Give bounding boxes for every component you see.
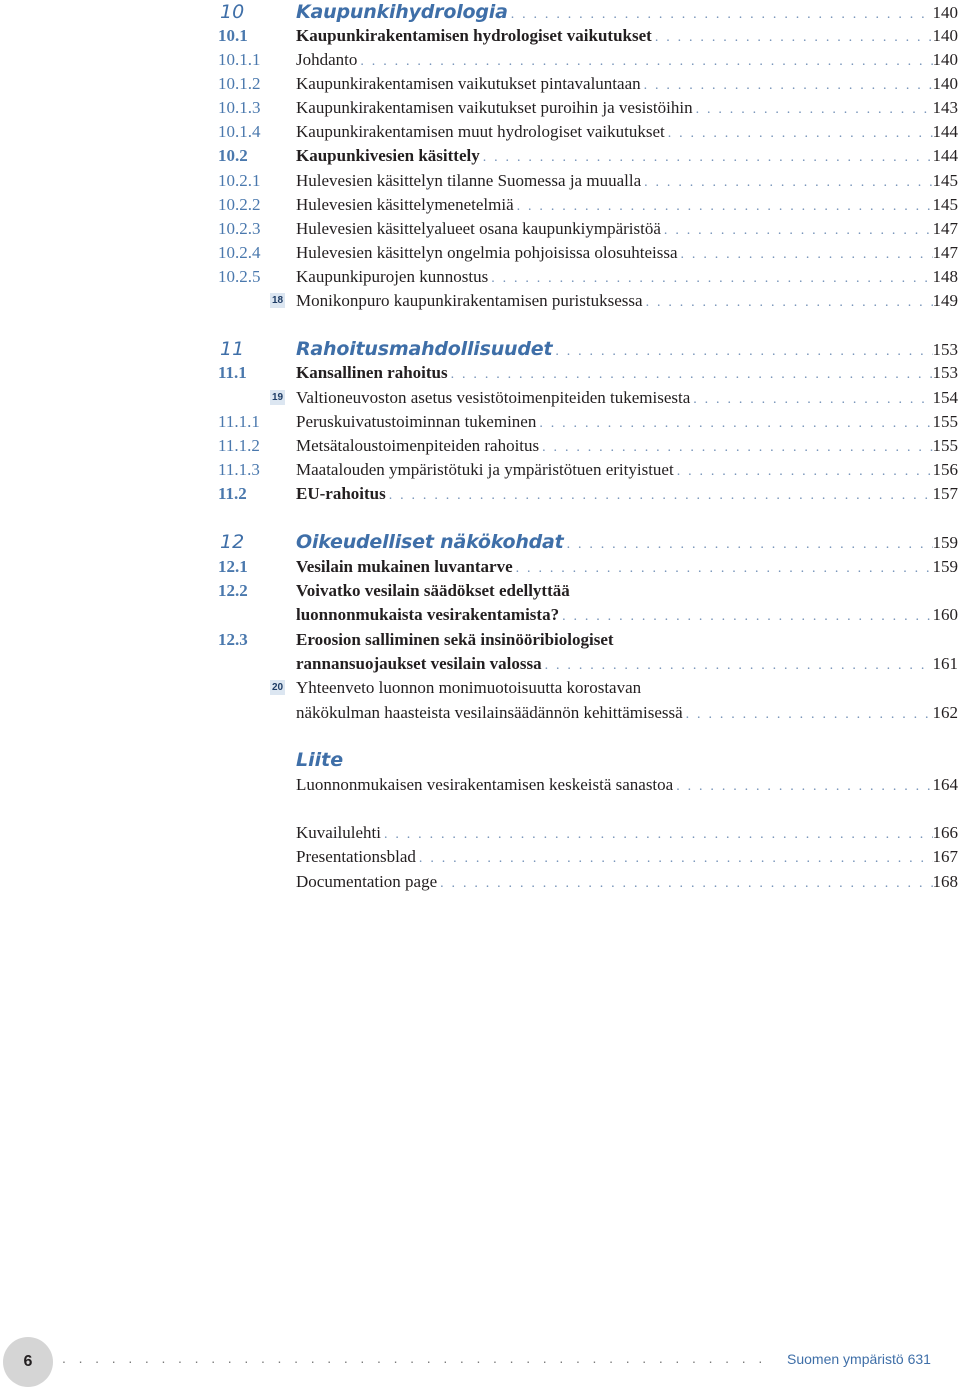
toc-entry-row (0, 579, 960, 603)
dot-leader (416, 847, 933, 871)
toc-entry-continuation-row (0, 652, 960, 676)
toc-entry-number: 10.2.5 (218, 267, 261, 286)
toc-entry-number: 12.2 (218, 581, 248, 600)
toc-page-number: 144 (932, 122, 958, 141)
toc-entry-row (0, 241, 960, 265)
toc-page-number: 162 (932, 703, 958, 722)
dot-leader (641, 171, 932, 195)
dot-leader (539, 436, 932, 460)
toc-entry (296, 434, 958, 458)
toc-entry-number: 10.2.3 (218, 219, 261, 238)
dot-leader (513, 557, 933, 581)
toc-page-number: 155 (932, 436, 958, 455)
toc-entry-row (0, 821, 960, 845)
toc-entry-title: Kaupunkirakentamisen hydrologiset vaikutukset (296, 26, 652, 45)
toc-entry (296, 96, 958, 120)
toc-entry-row (0, 120, 960, 144)
dot-leader (480, 146, 933, 170)
toc-page-number: 147 (932, 219, 958, 238)
toc-entry (296, 337, 958, 361)
toc-entry-row (0, 458, 960, 482)
toc-chapter-row (0, 530, 960, 554)
toc-entry-title: Luonnonmukaisen vesirakentamisen keskeistä sanastoa (296, 775, 674, 794)
toc-entry-row (0, 410, 960, 434)
toc-entry-row (0, 24, 960, 48)
toc-page-number: 149 (932, 291, 958, 310)
toc-entry-row (0, 265, 960, 289)
toc-entry-number: 10.2.1 (218, 171, 261, 190)
toc-entry-row (0, 361, 960, 385)
toc-entry-title: Documentation page (296, 872, 438, 891)
toc-page-number: 145 (932, 171, 958, 190)
toc-entry (296, 265, 958, 289)
dot-leader (559, 605, 932, 629)
toc-entry-row (0, 217, 960, 241)
toc-entry-title: EU-rahoitus (296, 484, 386, 503)
toc-page-number: 140 (932, 74, 958, 93)
toc-entry-title: Kaupunkirakentamisen muut hydrologiset vaikutukset (296, 122, 665, 141)
toc-page-number: 167 (932, 847, 958, 866)
toc-page-number: 164 (932, 775, 958, 794)
dot-leader (357, 50, 932, 74)
toc-entry (296, 555, 958, 579)
toc-entry-number: 10.1.1 (218, 50, 261, 69)
dot-leader (448, 363, 933, 387)
toc-entry-title: Hulevesien käsittelymenetelmiä (296, 195, 514, 214)
toc-entry-title: Kaupunkirakentamisen vaikutukset pintavaluntaan (296, 74, 641, 93)
toc-entry (296, 169, 958, 193)
toc-page-number: 140 (932, 26, 958, 45)
toc-entry (296, 773, 958, 797)
toc-entry-title: rannansuojaukset vesilain valossa (296, 654, 542, 673)
toc-entry (296, 48, 958, 72)
toc-entry (296, 144, 958, 168)
toc-entry-row (0, 386, 960, 410)
toc-entry (296, 603, 958, 627)
toc-entry-title: Kaupunkipurojen kunnostus (296, 267, 489, 286)
chapter-title: Oikeudelliset näkökohdat (296, 531, 564, 553)
toc-entry-row (0, 144, 960, 168)
toc-entry-number: 10.2.4 (218, 243, 261, 262)
toc-page-number: 155 (932, 412, 958, 431)
dot-leader (386, 484, 933, 508)
dot-leader (643, 291, 933, 315)
toc-entry-title: Monikonpuro kaupunkirakentamisen puristuksessa (296, 291, 643, 310)
page-number-circle (3, 1337, 53, 1387)
toc-page-number: 153 (932, 340, 958, 359)
toc-entry-title: Kaupunkirakentamisen vaikutukset puroihin ja vesistöihin (296, 98, 693, 117)
toc-entry (296, 530, 958, 554)
toc-entry-title: Kansallinen rahoitus (296, 363, 448, 382)
toc-entry-row (0, 193, 960, 217)
toc-entry-title: Metsätaloustoimenpiteiden rahoitus (296, 436, 540, 455)
chapter-title: Kaupunkihydrologia (296, 1, 508, 23)
series-title: Suomen ympäristö 631 (787, 1351, 931, 1367)
toc-entry-row (0, 845, 960, 869)
appendix-heading-row (0, 748, 960, 772)
toc-entry-number: 12 (220, 531, 245, 553)
toc-entry-title: Peruskuivatustoiminnan tukeminen (296, 412, 537, 431)
toc-page-number: 157 (932, 484, 958, 503)
toc-entry (296, 289, 958, 313)
toc-page-number: 144 (932, 146, 958, 165)
dot-leader (661, 219, 933, 243)
toc-entry-row (0, 482, 960, 506)
toc-entry-row (0, 289, 960, 313)
chapter-title: Rahoitusmahdollisuudet (296, 338, 553, 360)
toc-entry (296, 821, 958, 845)
dot-leader (488, 267, 932, 291)
dot-leader (665, 122, 933, 146)
toc-entry-number: 10.1 (218, 26, 248, 45)
dot-leader (683, 703, 933, 727)
toc-page-number: 154 (932, 388, 958, 407)
dot-leader (564, 533, 933, 557)
toc-entry (296, 845, 958, 869)
toc-entry-number: 11.1.1 (218, 412, 260, 431)
toc-entry-title: Vesilain mukainen luvantarve (296, 557, 513, 576)
dot-leader (641, 74, 933, 98)
toc-entry-title: Hulevesien käsittelyalueet osana kaupunkiympäristöä (296, 219, 661, 238)
toc-chapter-row (0, 0, 960, 24)
toc-entry-title: Maatalouden ympäristötuki ja ympäristötuen erityistuet (296, 460, 674, 479)
toc-entry (296, 386, 958, 410)
dot-leader (652, 26, 933, 50)
toc-entry (296, 120, 958, 144)
toc-page-number: 161 (932, 654, 958, 673)
dot-leader (693, 98, 933, 122)
toc-entry-row (0, 628, 960, 652)
dot-leader (678, 243, 933, 267)
box-number-badge: 20 (271, 682, 284, 693)
toc-page-number: 159 (932, 533, 958, 552)
toc-page-number: 160 (932, 605, 958, 624)
toc-entry-title: Johdanto (296, 50, 358, 69)
toc-entry-title: Valtioneuvoston asetus vesistötoimenpiteiden tukemisesta (296, 388, 691, 407)
toc-entry-number: 10 (220, 1, 245, 23)
toc-entry-title: luonnonmukaista vesirakentamista? (296, 605, 560, 624)
toc-entry-row (0, 773, 960, 797)
toc-page-number: 145 (932, 195, 958, 214)
toc-page-number: 147 (932, 243, 958, 262)
toc-entry (296, 217, 958, 241)
dot-leader (536, 412, 932, 436)
toc-entry-row (0, 870, 960, 894)
toc-entry-number: 10.2.2 (218, 195, 261, 214)
page-number: 6 (23, 1353, 33, 1370)
toc-entry-row (0, 555, 960, 579)
toc-chapter-row (0, 337, 960, 361)
toc-entry-row (0, 434, 960, 458)
toc-entry-title: Hulevesien käsittelyn tilanne Suomessa ja muualla (296, 171, 642, 190)
toc-entry-continuation-row (0, 603, 960, 627)
toc-entry-number: 12.3 (218, 630, 248, 649)
box-number-badge: 18 (271, 295, 284, 306)
toc-entry-number: 10.1.4 (218, 122, 261, 141)
toc-entry-title: näkökulman haasteista vesilainsäädännön kehittämisessä (296, 703, 683, 722)
toc-entry-row (0, 169, 960, 193)
toc-entry-row (0, 676, 960, 700)
toc-entry (296, 701, 958, 725)
toc-entry-title: Hulevesien käsittelyn ongelmia pohjoisissa olosuhteissa (296, 243, 678, 262)
box-number-badge: 19 (271, 392, 284, 403)
toc-entry-row (0, 48, 960, 72)
footer-dot-leader (62, 1350, 774, 1370)
toc-page-number: 148 (932, 267, 958, 286)
toc-entry-row (0, 72, 960, 96)
toc-entry (296, 361, 958, 385)
toc-entry-row (0, 96, 960, 120)
toc-entry (296, 410, 958, 434)
toc-page-number: 140 (932, 3, 958, 22)
toc-entry-number: 12.1 (218, 557, 248, 576)
dot-leader (437, 872, 932, 896)
dot-leader (673, 775, 932, 799)
toc-page-number: 156 (932, 460, 958, 479)
toc-entry-number: 11.2 (218, 484, 247, 503)
toc-entry-number: 10.1.2 (218, 74, 261, 93)
toc-page-number: 166 (932, 823, 958, 842)
toc-entry-number: 11.1.2 (218, 436, 260, 455)
toc-entry (296, 0, 958, 24)
toc-page-number: 168 (932, 872, 958, 891)
toc-entry-title: Presentationsblad (296, 847, 416, 866)
appendix-heading: Liite (296, 749, 344, 771)
toc-page-number: 159 (932, 557, 958, 576)
toc-page-number: 153 (932, 363, 958, 382)
toc-entry-number: 11.1.3 (218, 460, 260, 479)
toc-entry (296, 652, 958, 676)
toc-entry-title-line: Voivatko vesilain säädökset edellyttää (296, 581, 570, 600)
toc-entry (296, 24, 958, 48)
toc-entry (296, 482, 958, 506)
toc-page-number: 143 (932, 98, 958, 117)
dot-leader (514, 195, 933, 219)
dot-leader (674, 460, 933, 484)
toc-entry (296, 72, 958, 96)
toc-entry-title: Kuvailulehti (296, 823, 381, 842)
toc-entry-number: 11.1 (218, 363, 247, 382)
toc-entry (296, 458, 958, 482)
toc-entry-number: 10.1.3 (218, 98, 261, 117)
toc-entry-title-line: Eroosion salliminen sekä insinööribiologiset (296, 630, 614, 649)
dot-leader (690, 388, 932, 412)
toc-entry-title: Kaupunkivesien käsittely (296, 146, 480, 165)
toc-entry (296, 241, 958, 265)
toc-entry-number: 11 (220, 338, 245, 360)
toc-entry (296, 193, 958, 217)
dot-leader (542, 654, 933, 678)
toc-entry-title-line: Yhteenveto luonnon monimuotoisuutta korostavan (296, 678, 642, 697)
page-footer (0, 1310, 960, 1393)
dot-leader (381, 823, 933, 847)
toc-entry-continuation-row (0, 701, 960, 725)
toc-entry-number: 10.2 (218, 146, 248, 165)
toc-page-number: 140 (932, 50, 958, 69)
toc-entry (296, 870, 958, 894)
